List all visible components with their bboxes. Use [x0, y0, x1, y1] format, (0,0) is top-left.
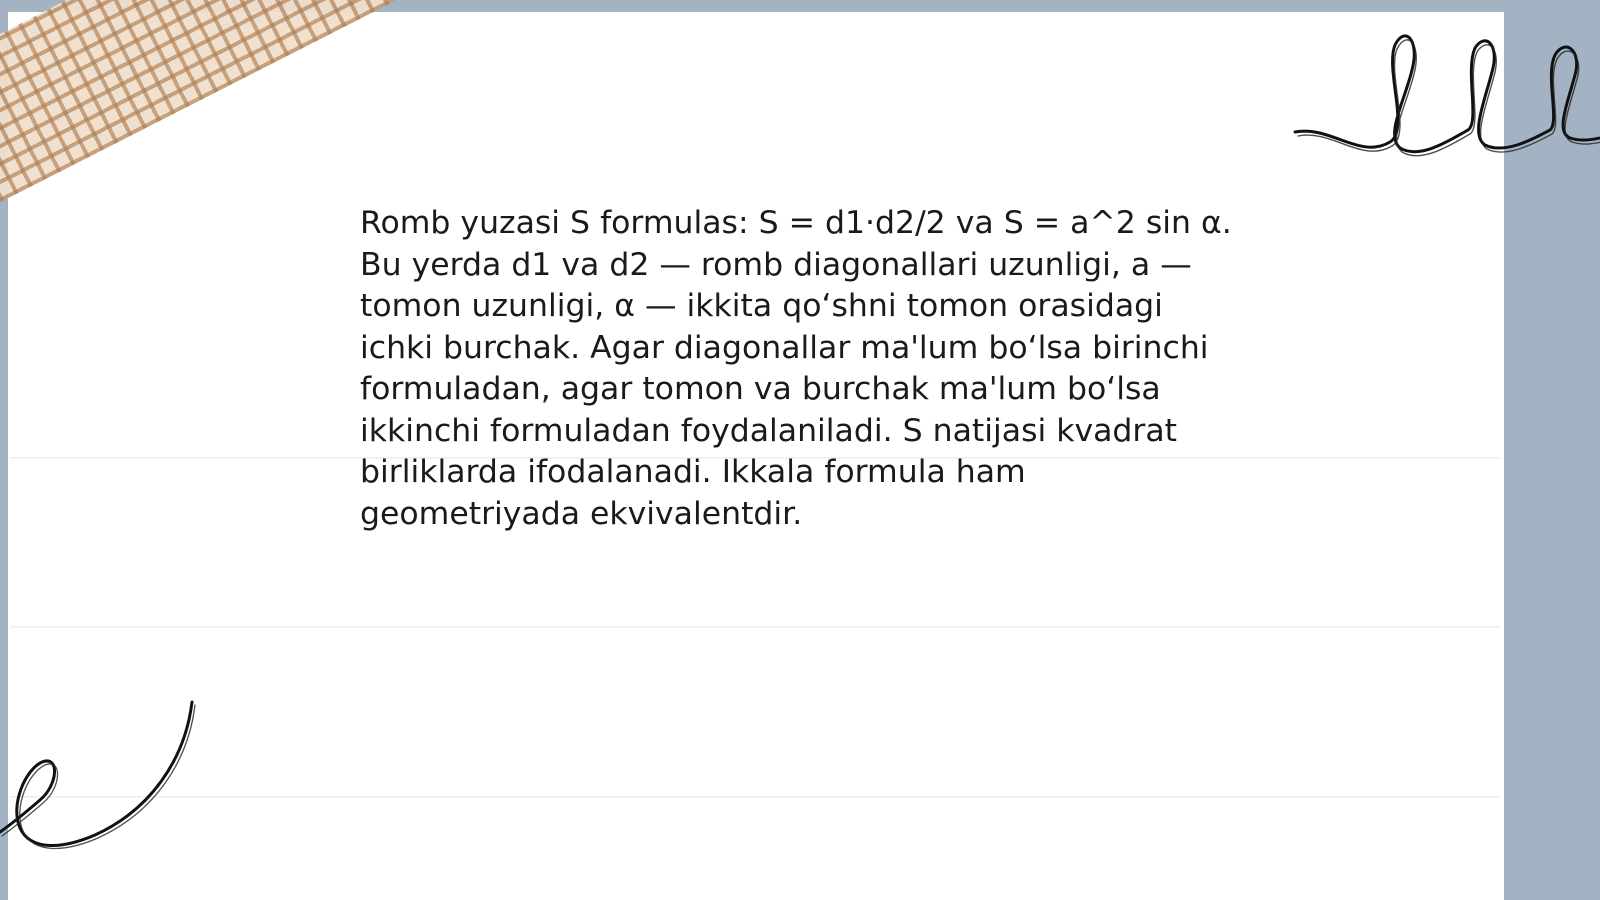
body-line: formuladan, agar tomon va burchak ma'lum bo‘lsa [360, 371, 1161, 407]
cursive-swoosh-doodle [0, 700, 210, 870]
body-text [360, 203, 1260, 535]
fold-line [10, 626, 1500, 628]
cursive-loops-doodle [1290, 30, 1600, 170]
body-line: Bu yerda d1 va d2 — romb diagonallari uzunligi, a — [360, 246, 1192, 283]
body-line: tomon uzunligi, α — ikkita qo‘shni tomon orasidagi [360, 288, 1163, 324]
body-line: ikkinchi formuladan foydalaniladi. S natijasi kvadrat [360, 412, 1178, 449]
body-line: birliklarda ifodalanadi. Ikkala formula ham [360, 454, 1026, 490]
body-line: ichki burchak. Agar diagonallar ma'lum bo‘lsa birinchi [360, 329, 1209, 366]
body-line: Romb yuzasi S formulas: S = d1·d2/2 va S = a^2 sin α. [360, 205, 1232, 241]
body-line: geometriyada ekvivalentdir. [360, 495, 803, 532]
fold-line [10, 796, 1500, 798]
